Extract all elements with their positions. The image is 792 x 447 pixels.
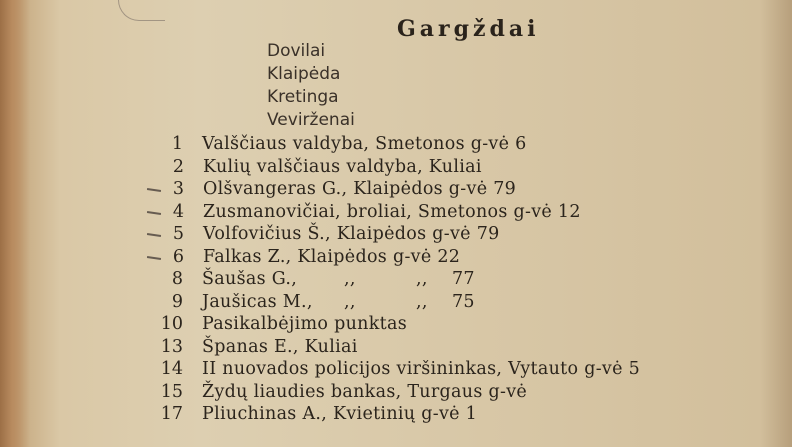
entry-row [141, 246, 761, 269]
entry-row [141, 201, 761, 224]
entry-number: 5 [172, 224, 184, 244]
page-binding-edge [0, 0, 30, 447]
entry-number: 4 [172, 201, 184, 222]
entry-text: II nuovados policijos viršininkas, Vytauto g-vė 5 [202, 359, 641, 379]
entry-number: 9 [171, 291, 183, 312]
entry-row [140, 336, 760, 359]
place-item: Vevirženai [267, 110, 355, 130]
entry-text: Zusmanovičiai, broliai, Smetonos g-vė 12 [203, 201, 581, 222]
entry-text: Falkas Z., Klaipėdos g-vė 22 [203, 246, 461, 267]
entry-text: Pliuchinas A., Kvietinių g-vė 1 [202, 404, 478, 424]
entry-text [202, 268, 475, 290]
entry-number: 6 [172, 246, 184, 267]
entry-row [140, 403, 760, 426]
entry-house-number: 75 [452, 291, 475, 312]
entry-text: Pasikalbėjimo punktas [202, 314, 408, 334]
page-title: Gargždai [397, 16, 540, 42]
ditto-mark: ,, [416, 269, 428, 289]
entry-house-number: 77 [452, 269, 475, 289]
entry-text: Olšvangeras G., Klaipėdos g-vė 79 [203, 179, 517, 199]
entry-row [140, 358, 760, 381]
places-list [267, 40, 355, 132]
place-item: Kretinga [267, 87, 339, 107]
entry-number: 3 [172, 179, 184, 199]
entry-text [202, 291, 475, 313]
entry-row [140, 381, 760, 404]
entry-text: Žydų liaudies bankas, Turgaus g-vė [202, 381, 528, 402]
entry-text: Kulių valščiaus valdyba, Kuliai [203, 156, 482, 177]
entry-number: 14 [160, 359, 183, 379]
place-item: Klaipėda [267, 64, 341, 84]
entry-row [141, 156, 761, 179]
entry-number: 17 [160, 404, 183, 424]
entry-row [140, 291, 760, 314]
entry-number: 10 [160, 314, 183, 334]
entry-name: Jaušicas M., [202, 291, 313, 312]
entry-row [140, 313, 760, 336]
entry-name: Šaušas G., [202, 269, 298, 289]
entry-row [140, 133, 760, 156]
ditto-mark: ,, [416, 291, 428, 312]
entry-text: Volfovičius Š., Klaipėdos g-vė 79 [203, 224, 500, 244]
entry-row [141, 223, 761, 246]
entry-text: Valščiaus valdyba, Smetonos g-vė 6 [202, 134, 527, 154]
ditto-mark: ,, [344, 269, 356, 289]
pencil-mark [118, 0, 165, 21]
ditto-mark: ,, [344, 291, 356, 312]
entries-list [140, 133, 760, 426]
entry-number: 15 [160, 381, 183, 402]
entry-number: 13 [160, 336, 183, 357]
entry-number: 2 [172, 156, 184, 177]
entry-number: 8 [171, 269, 183, 289]
entry-row [141, 178, 761, 201]
entry-row [140, 268, 760, 291]
entry-text: Španas E., Kuliai [202, 336, 358, 357]
place-item: Dovilai [267, 41, 326, 61]
entry-number: 1 [171, 134, 183, 154]
